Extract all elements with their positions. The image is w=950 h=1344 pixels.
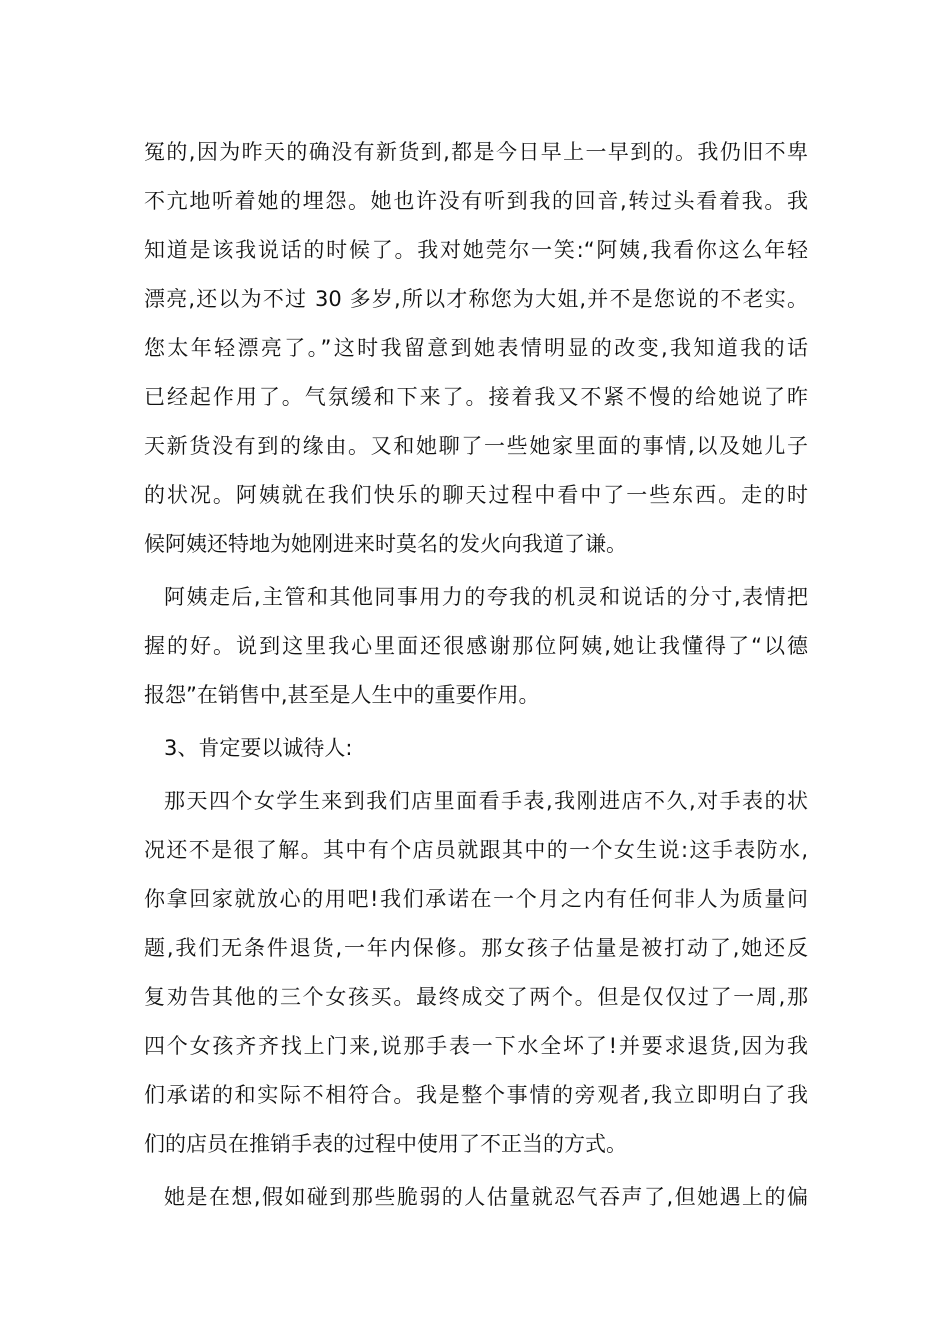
text-line: 的状况。阿姨就在我们快乐的聊天过程中看中了一些东西。走的时 (144, 483, 808, 507)
text-line: 漂亮,还以为不过 30 多岁,所以才称您为大姐,并不是您说的不老实。 (144, 287, 808, 311)
text-line: 你拿回家就放心的用吧!我们承诺在一个月之内有任何非人为质量问 (144, 887, 808, 911)
text-line: 冤的,因为昨天的确没有新货到,都是今日早上一早到的。我仍旧不卑 (144, 140, 808, 164)
text-line: 四个女孩齐齐找上门来,说那手表一下水全坏了!并要求退货,因为我 (144, 1034, 808, 1058)
paragraph-first-line: 阿姨走后,主管和其他同事用力的夸我的机灵和说话的分寸,表情把 (164, 585, 808, 609)
text-line: 候阿姨还特地为她刚进来时莫名的发火向我道了谦。 (144, 532, 627, 556)
text-line: 握的好。说到这里我心里面还很感谢那位阿姨,她让我懂得了“以德 (144, 634, 808, 658)
text-line: 题,我们无条件退货,一年内保修。那女孩子估量是被打动了,她还反 (144, 936, 808, 960)
document-body (144, 128, 808, 1222)
text-line: 您太年轻漂亮了。”这时我留意到她表情明显的改变,我知道我的话 (144, 336, 808, 360)
text-line: 报怨”在销售中,甚至是人生中的重要作用。 (144, 683, 540, 707)
paragraph-first-line: 那天四个女学生来到我们店里面看手表,我刚进店不久,对手表的状 (164, 789, 808, 813)
text-line: 已经起作用了。气氛缓和下来了。接着我又不紧不慢的给她说了昨 (144, 385, 808, 409)
text-line: 不亢地听着她的埋怨。她也许没有听到我的回音,转过头看着我。我 (144, 189, 808, 213)
section-heading: 3、肯定要以诚待人: (164, 736, 353, 760)
text-line: 知道是该我说话的时候了。我对她莞尔一笑:“阿姨,我看你这么年轻 (144, 238, 808, 262)
text-line: 况还不是很了解。其中有个店员就跟其中的一个女生说:这手表防水, (144, 838, 808, 862)
text-line: 天新货没有到的缘由。又和她聊了一些她家里面的事情,以及她儿子 (144, 434, 808, 458)
text-line: 们承诺的和实际不相符合。我是整个事情的旁观者,我立即明白了我 (144, 1083, 808, 1107)
text-line: 复劝告其他的三个女孩买。最终成交了两个。但是仅仅过了一周,那 (144, 985, 808, 1009)
paragraph-first-line: 她是在想,假如碰到那些脆弱的人估量就忍气吞声了,但她遇上的偏 (164, 1185, 808, 1209)
text-line: 们的店员在推销手表的过程中使用了不正当的方式。 (144, 1132, 627, 1156)
